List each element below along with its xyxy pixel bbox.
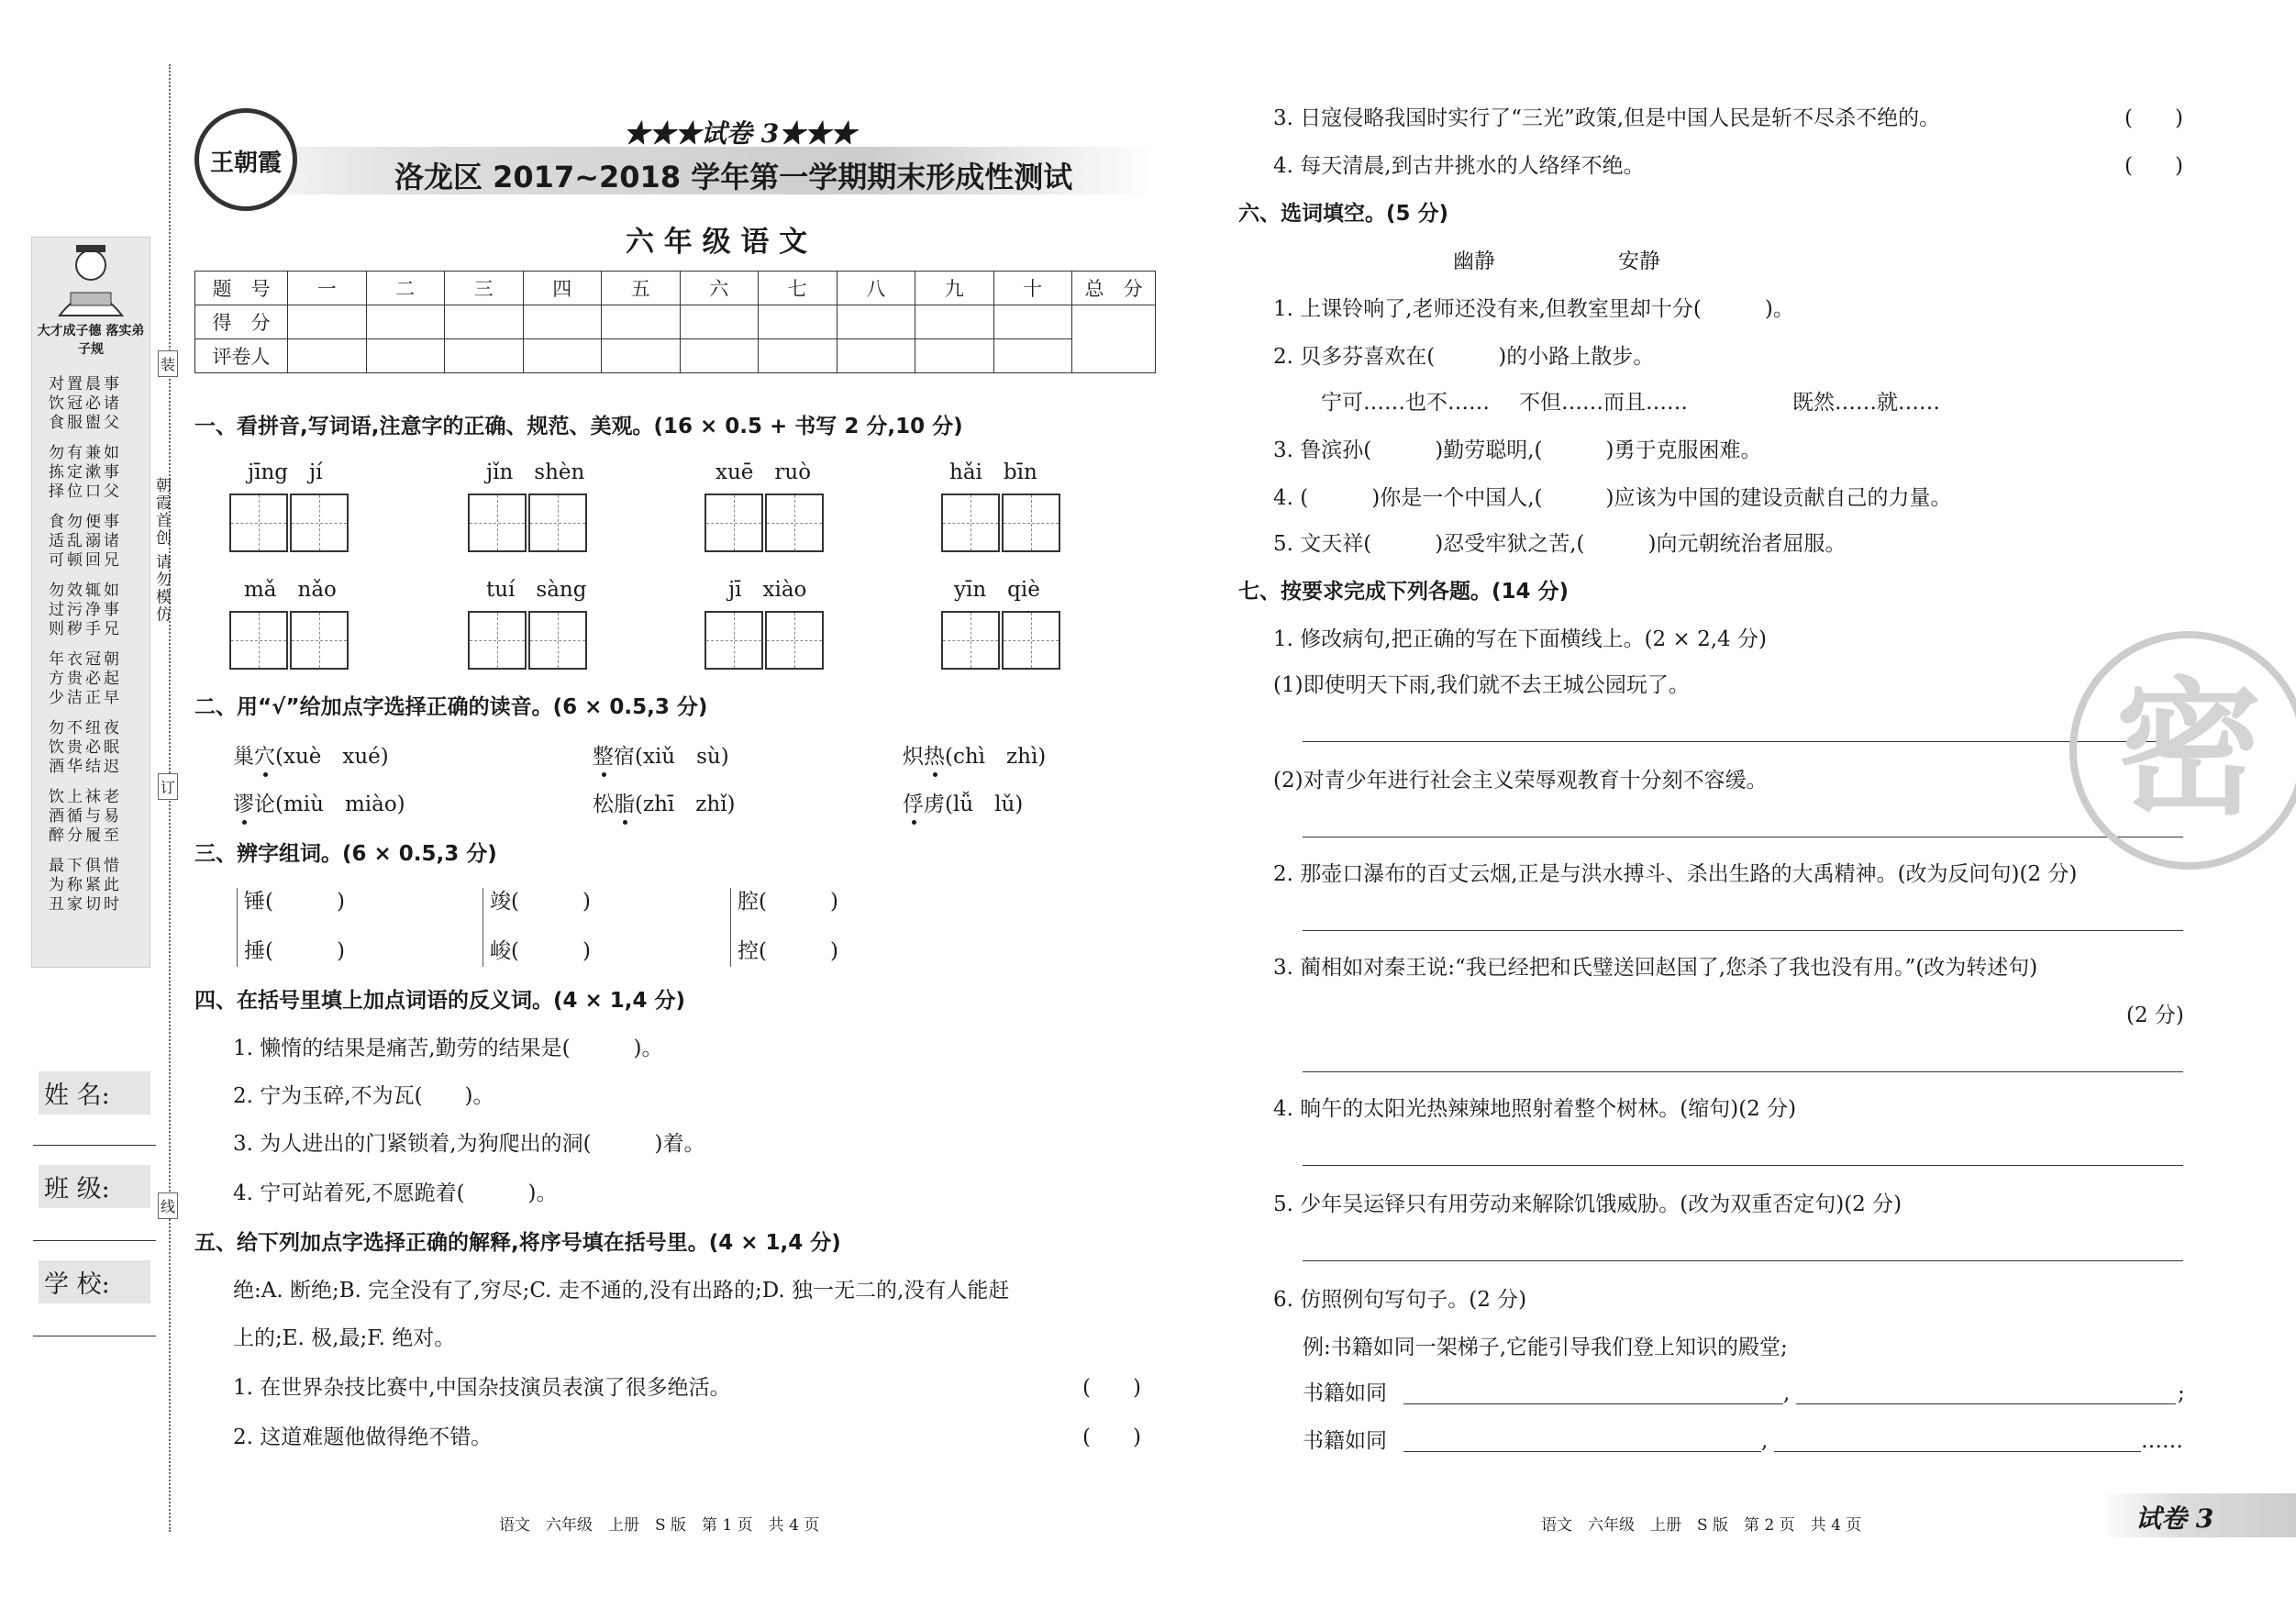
col-8: 八 (837, 272, 915, 305)
col-10: 十 (993, 272, 1072, 305)
reading-item-2[interactable]: 整宿(xiǔ sù) (593, 745, 729, 769)
word-pair-1a[interactable]: 锤( ) (244, 890, 345, 914)
pinyin-8: yīn qiè (954, 578, 1040, 602)
answer-paren[interactable]: ( ) (1082, 1425, 1141, 1449)
grader-cell[interactable] (759, 339, 837, 373)
grader-cell[interactable] (915, 339, 994, 373)
score-cell[interactable] (602, 305, 681, 339)
char-box[interactable] (528, 494, 587, 552)
scholar-illustration (32, 238, 150, 320)
cut-mark-2: 订 (158, 773, 178, 800)
char-box[interactable] (941, 611, 1000, 670)
rule-line: 饮贵必眠 (49, 738, 122, 757)
rule-line: 丑家切时 (49, 895, 122, 914)
answer-line[interactable] (1774, 1451, 2141, 1452)
q1a-text: (1)即使明天下雨,我们就不去王城公园玩了。 (1273, 673, 1690, 697)
rule-line: 少洁正早 (49, 689, 122, 707)
q6-ellipsis: …… (2141, 1429, 2183, 1453)
rule-line: 醉分履至 (49, 826, 122, 845)
footer-page1: 语文 六年级 上册 S 版 第 1 页 共 4 页 (499, 1516, 820, 1535)
answer-paren[interactable]: ( ) (2124, 106, 2183, 130)
rule-line: 适乱溺诸 (49, 532, 122, 550)
char-box[interactable] (704, 611, 763, 670)
char-box[interactable] (229, 611, 288, 670)
score-row-numbers (195, 272, 1156, 305)
definition-line-2: 上的;E. 极,最;F. 绝对。 (233, 1326, 456, 1350)
char-box[interactable] (1002, 611, 1060, 670)
motto-title: 大才成子德 落实弟子规 (37, 324, 145, 357)
pair-bracket (237, 888, 238, 967)
char-box[interactable] (468, 494, 527, 552)
q6-sep: , (1761, 1429, 1769, 1453)
reading-item-6[interactable]: 俘虏(lǚ lǔ) (903, 793, 1024, 816)
q6-sep: , (1783, 1381, 1791, 1405)
pinyin-6: tuí sàng (486, 578, 587, 602)
char-box[interactable] (765, 494, 824, 552)
col-6: 六 (680, 272, 759, 305)
grader-cell[interactable] (366, 339, 445, 373)
meaning-item-1: 1. 在世界杂技比赛中,中国杂技演员表演了很多绝活。 (233, 1376, 731, 1400)
rules-grid (49, 375, 140, 926)
word-pair-2b[interactable]: 峻( ) (490, 939, 591, 963)
pair-bracket (482, 888, 483, 967)
answer-line[interactable] (1796, 1403, 2176, 1404)
col-5: 五 (602, 272, 681, 305)
class-input-line[interactable] (33, 1240, 156, 1241)
name-input-line[interactable] (33, 1145, 156, 1146)
score-cell[interactable] (837, 305, 915, 339)
answer-line[interactable] (1403, 1451, 1761, 1452)
fill-item-1[interactable]: 1. 上课铃响了,老师还没有来,但教室里却十分( )。 (1273, 297, 1794, 321)
col-1: 一 (288, 272, 367, 305)
definition-line-1: 绝:A. 断绝;B. 完全没有了,穷尽;C. 走不通的,没有出路的;D. 独一无二的,没有人能赶 (233, 1279, 1010, 1303)
score-cell[interactable] (288, 305, 367, 339)
grader-cell[interactable] (445, 339, 524, 373)
antonym-item-4[interactable]: 4. 宁可站着死,不愿跪着( )。 (233, 1181, 558, 1205)
footer-tag (2101, 1493, 2296, 1537)
char-box[interactable] (468, 611, 527, 670)
rule-line: 饮上袜老 (49, 788, 122, 806)
rule-line: 为称紧此 (49, 876, 122, 894)
row-label: 评卷人 (195, 339, 288, 373)
col-4: 四 (523, 272, 602, 305)
answer-line[interactable] (1403, 1403, 1783, 1404)
answer-line[interactable] (1303, 741, 2183, 742)
rule-line: 年衣冠朝 (49, 650, 122, 669)
class-label: 班 级: (39, 1165, 150, 1208)
pair-bracket (730, 888, 731, 967)
rule-line: 食服盥父 (49, 414, 122, 432)
char-box[interactable] (229, 494, 288, 552)
section1-heading: 一、看拼音,写词语,注意字的正确、规范、美观。(16 × 0.5 + 书写 2 分,10 分) (194, 415, 963, 438)
answer-line[interactable] (1303, 1165, 2183, 1166)
antonym-item-2[interactable]: 2. 宁为玉碎,不为瓦( )。 (233, 1084, 494, 1108)
section7-heading: 七、按要求完成下列各题。(14 分) (1238, 580, 1569, 604)
section4-heading: 四、在括号里填上加点词语的反义词。(4 × 1,4 分) (194, 989, 686, 1013)
score-cell[interactable] (680, 305, 759, 339)
pinyin-5: mǎ nǎo (244, 578, 337, 602)
q3-text: 3. 蔺相如对秦王说:“我已经把和氏璧送回赵国了,您杀了我也没有用。”(改为转述句) (1273, 956, 2038, 980)
score-cell[interactable] (759, 305, 837, 339)
conj-choice-3: 既然……就…… (1792, 391, 1940, 415)
fill-item-4[interactable]: 4. ( )你是一个中国人,( )应该为中国的建设贡献自己的力量。 (1273, 486, 1952, 510)
cut-mark-1: 装 (158, 350, 178, 377)
word-choice-1: 幽静 (1453, 250, 1495, 273)
conj-choice-2: 不但……而且…… (1519, 391, 1688, 415)
reading-item-1[interactable]: 巢穴(xuè xué) (233, 745, 389, 769)
rule-line: 酒华结迟 (49, 758, 122, 776)
answer-paren[interactable]: ( ) (2124, 154, 2183, 178)
score-row-points (195, 305, 1156, 339)
rule-line: 可顿回兄 (49, 551, 122, 570)
reading-item-4[interactable]: 谬论(miù miào) (233, 793, 405, 816)
pinyin-7: jī xiào (728, 578, 807, 602)
answer-paren[interactable]: ( ) (1082, 1376, 1141, 1400)
score-cell[interactable] (366, 305, 445, 339)
stamp-text: 密 (2114, 662, 2262, 835)
pinyin-3: xuē ruò (715, 460, 812, 484)
char-box[interactable] (765, 611, 824, 670)
q3-score: (2 分) (2126, 1004, 2184, 1027)
rule-line: 勿效辄如 (49, 582, 122, 600)
q6-end: ; (2178, 1381, 2185, 1405)
row-label: 题 号 (195, 272, 288, 305)
q6-prefix: 书籍如同 (1303, 1381, 1387, 1405)
fill-item-2[interactable]: 2. 贝多芬喜欢在( )的小路上散步。 (1273, 345, 1655, 369)
char-box[interactable] (941, 494, 1000, 552)
rule-line: 择位口父 (49, 482, 122, 501)
word-choice-2: 安静 (1618, 250, 1660, 273)
char-box[interactable] (290, 494, 349, 552)
word-pair-3b[interactable]: 控( ) (738, 939, 838, 963)
grader-cell[interactable] (993, 339, 1072, 373)
col-9: 九 (915, 272, 994, 305)
fill-item-3[interactable]: 3. 鲁滨孙( )勤劳聪明,( )勇于克服困难。 (1273, 438, 1762, 462)
answer-line[interactable] (1303, 1071, 2183, 1072)
rule-line: 过污净事 (49, 601, 122, 619)
col-3: 三 (445, 272, 524, 305)
footer-page2: 语文 六年级 上册 S 版 第 2 页 共 4 页 (1541, 1516, 1862, 1535)
rule-line: 拣定漱事 (49, 463, 122, 482)
rule-line: 对置晨事 (49, 375, 122, 394)
q6-example: 例:书籍如同一架梯子,它能引导我们登上知识的殿堂; (1303, 1336, 1788, 1359)
antonym-item-3[interactable]: 3. 为人进出的门紧锁着,为狗爬出的洞( )着。 (233, 1132, 705, 1156)
copyright-note: 朝霞首创 请勿模仿 (152, 477, 171, 624)
logo-emblem (194, 108, 297, 211)
section6-heading: 六、选词填空。(5 分) (1238, 202, 1449, 226)
char-box[interactable] (528, 611, 587, 670)
cut-mark-3: 线 (158, 1192, 178, 1219)
fill-item-5[interactable]: 5. 文天祥( )忍受牢狱之苦,( )向元朝统治者屈服。 (1273, 532, 1847, 556)
q1b-text: (2)对青少年进行社会主义荣辱观教育十分刻不容缓。 (1273, 769, 1768, 793)
answer-line[interactable] (1303, 930, 2183, 931)
grader-cell[interactable] (523, 339, 602, 373)
char-box[interactable] (290, 611, 349, 670)
q5-text: 5. 少年吴运铎只有用劳动来解除饥饿威胁。(改为双重否定句)(2 分) (1273, 1192, 1902, 1216)
grader-cell[interactable] (680, 339, 759, 373)
col-7: 七 (759, 272, 837, 305)
section2-heading: 二、用“√”给加点字选择正确的读音。(6 × 0.5,3 分) (194, 695, 708, 719)
score-table (194, 271, 1156, 373)
exam-badge: ★★★试卷 3★★★ (624, 118, 857, 149)
name-label: 姓 名: (39, 1071, 150, 1115)
pinyin-1: jīng jí (248, 460, 323, 484)
rule-line: 方贵必起 (49, 670, 122, 688)
section5-heading: 五、给下列加点字选择正确的解释,将序号填在括号里。(4 × 1,4 分) (194, 1231, 841, 1255)
meaning-item-3: 3. 日寇侵略我国时实行了“三光”政策,但是中国人民是斩不尽杀不绝的。 (1273, 106, 1941, 130)
row-label: 得 分 (195, 305, 288, 339)
grader-cell[interactable] (602, 339, 681, 373)
score-cell[interactable] (445, 305, 524, 339)
meaning-item-4: 4. 每天清晨,到古井挑水的人络绎不绝。 (1273, 154, 1645, 178)
motto-panel (31, 237, 150, 968)
char-box[interactable] (1002, 494, 1060, 552)
logo-text: 王朝霞 (209, 150, 282, 177)
score-cell[interactable] (523, 305, 602, 339)
col-2: 二 (366, 272, 445, 305)
grader-cell[interactable] (837, 339, 915, 373)
word-pair-3a[interactable]: 腔( ) (738, 890, 838, 914)
rule-line: 最下俱惜 (49, 857, 122, 875)
score-cell[interactable] (993, 305, 1072, 339)
q6-prefix: 书籍如同 (1303, 1429, 1387, 1453)
confidential-stamp (2069, 631, 2296, 870)
q2-text: 2. 那壶口瀑布的百丈云烟,正是与洪水搏斗、杀出生路的大禹精神。(改为反问句)(2 分) (1273, 862, 2078, 886)
rule-line: 勿不纽夜 (49, 719, 122, 738)
rule-line: 饮冠必诸 (49, 394, 122, 413)
rule-line: 则秽手兄 (49, 620, 122, 638)
subject-title: 六 年 级 语 文 (626, 226, 808, 259)
school-label: 学 校: (39, 1260, 150, 1303)
reading-item-3[interactable]: 炽热(chì zhì) (903, 745, 1047, 769)
total-cell[interactable] (1072, 305, 1156, 373)
rule-line: 食勿便事 (49, 513, 122, 531)
grader-cell[interactable] (288, 339, 367, 373)
footer-tag-text: 试卷 3 (2135, 1503, 2214, 1534)
score-cell[interactable] (915, 305, 994, 339)
section3-heading: 三、辨字组词。(6 × 0.5,3 分) (194, 842, 497, 866)
score-row-grader (195, 339, 1156, 373)
answer-line[interactable] (1303, 1260, 2183, 1261)
word-pair-1b[interactable]: 捶( ) (244, 939, 345, 963)
antonym-item-1[interactable]: 1. 懒惰的结果是痛苦,勤劳的结果是( )。 (233, 1037, 663, 1060)
q1-text: 1. 修改病句,把正确的写在下面横线上。(2 × 2,4 分) (1273, 627, 1767, 651)
char-box[interactable] (704, 494, 763, 552)
meaning-item-2: 2. 这道难题他做得绝不错。 (233, 1425, 493, 1449)
q6-text: 6. 仿照例句写句子。(2 分) (1273, 1288, 1527, 1312)
exam-title: 洛龙区 2017~2018 学年第一学期期末形成性测试 (394, 160, 1073, 194)
q4-text: 4. 晌午的太阳光热辣辣地照射着整个树林。(缩句)(2 分) (1273, 1097, 1797, 1121)
rule-line: 酒循与易 (49, 807, 122, 826)
total-label: 总 分 (1072, 272, 1156, 305)
pinyin-2: jǐn shèn (486, 460, 585, 484)
pinyin-4: hǎi bīn (949, 460, 1037, 484)
conj-choice-1: 宁可……也不…… (1321, 391, 1490, 415)
word-pair-2a[interactable]: 竣( ) (490, 890, 591, 914)
rule-line: 勿有兼如 (49, 444, 122, 462)
reading-item-5[interactable]: 松脂(zhī zhǐ) (593, 793, 736, 816)
